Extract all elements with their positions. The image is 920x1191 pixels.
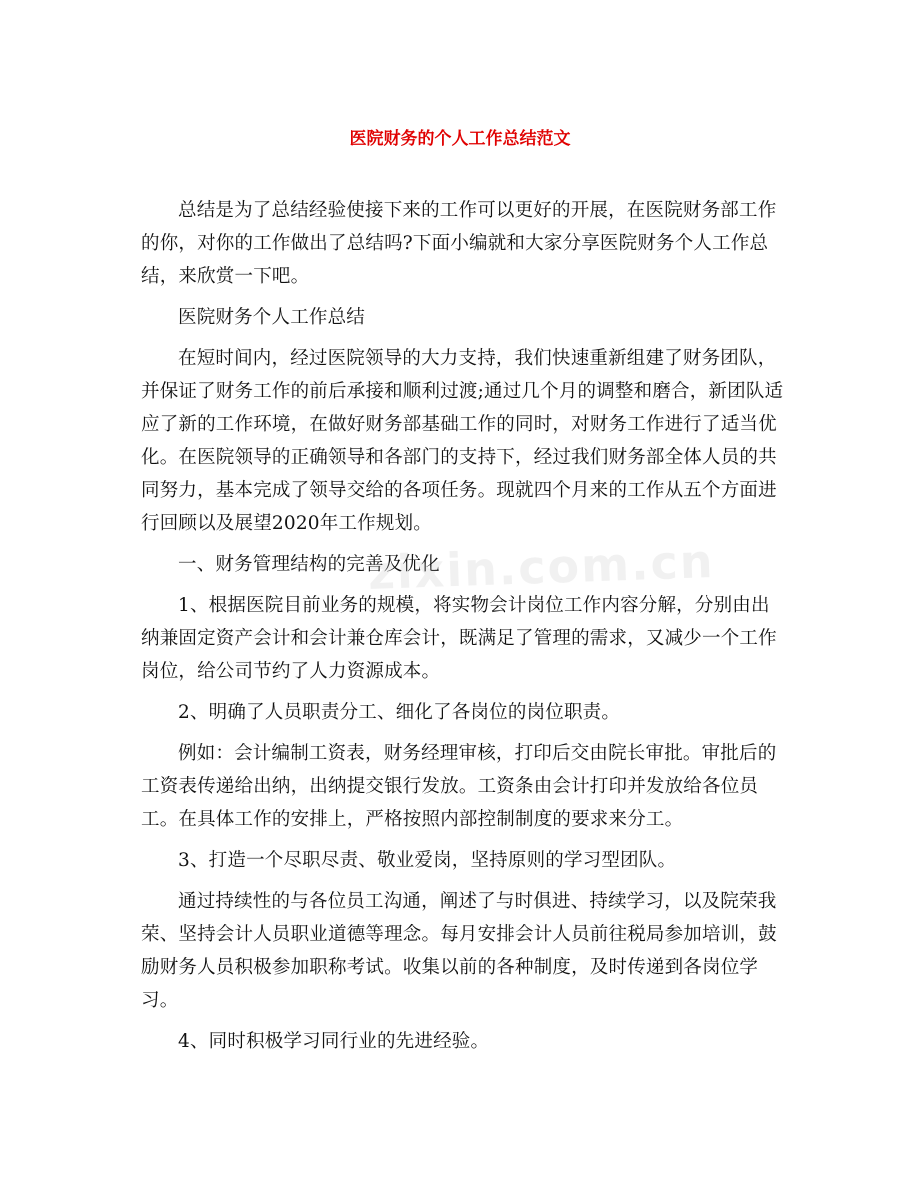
paragraph-communication: 通过持续性的与各位员工沟通，阐述了与时俱进、持续学习，以及院荣我荣、坚持会计人员职业道德等理念。每月安排会计人员前往税局参加培训，鼓励财务人员积极参加职称考试。收集以前的各种制度，及时传递到各岗位学习。: [141, 891, 777, 1011]
paragraph-overview: 在短时间内，经过医院领导的大力支持，我们快速重新组建了财务团队，并保证了财务工作的前后承接和顺利过渡;通过几个月的调整和磨合，新团队适应了新的工作环境，在做好财务部基础工作的同时，对财务工作进行了适当优化。在医院领导的正确领导和各部门的支持下，经过我们财务部全体人员的共同努力，基本完成了领导交给的各项任务。现就四个月来的工作从五个方面进行回顾以及展望2020年工作规划。: [141, 348, 784, 534]
document-title: 医院财务的个人工作总结范文: [349, 129, 571, 149]
paragraph-item-1: 1、根据医院目前业务的规模，将实物会计岗位工作内容分解，分别由出纳兼固定资产会计和会计兼仓库会计，既满足了管理的需求，又减少一个工作岗位，给公司节约了人力资源成本。: [141, 595, 777, 682]
paragraph-item-3: 3、打造一个尽职尽责、敬业爱岗，坚持原则的学习型团队。: [178, 850, 677, 871]
paragraph-intro: 总结是为了总结经验使接下来的工作可以更好的开展，在医院财务部工作的你，对你的工作做出了总结吗?下面小编就和大家分享医院财务个人工作总结，来欣赏一下吧。: [141, 200, 777, 287]
document-body: [141, 194, 785, 1066]
paragraph-item-2: 2、明确了人员职责分工、细化了各岗位的岗位职责。: [178, 702, 621, 723]
section-heading-structure: 一、财务管理结构的完善及优化: [178, 554, 440, 575]
paragraph-example: 例如：会计编制工资表，财务经理审核，打印后交由院长审批。审批后的工资表传递给出纳，出纳提交银行发放。工资条由会计打印并发放给各位员工。在具体工作的安排上，严格按照内部控制制度的要求来分工。: [141, 743, 777, 830]
paragraph-item-4: 4、同时积极学习同行业的先进经验。: [178, 1031, 490, 1052]
watermark: zixin.com.cn: [367, 533, 716, 601]
section-heading-summary: 医院财务个人工作总结: [178, 307, 366, 328]
